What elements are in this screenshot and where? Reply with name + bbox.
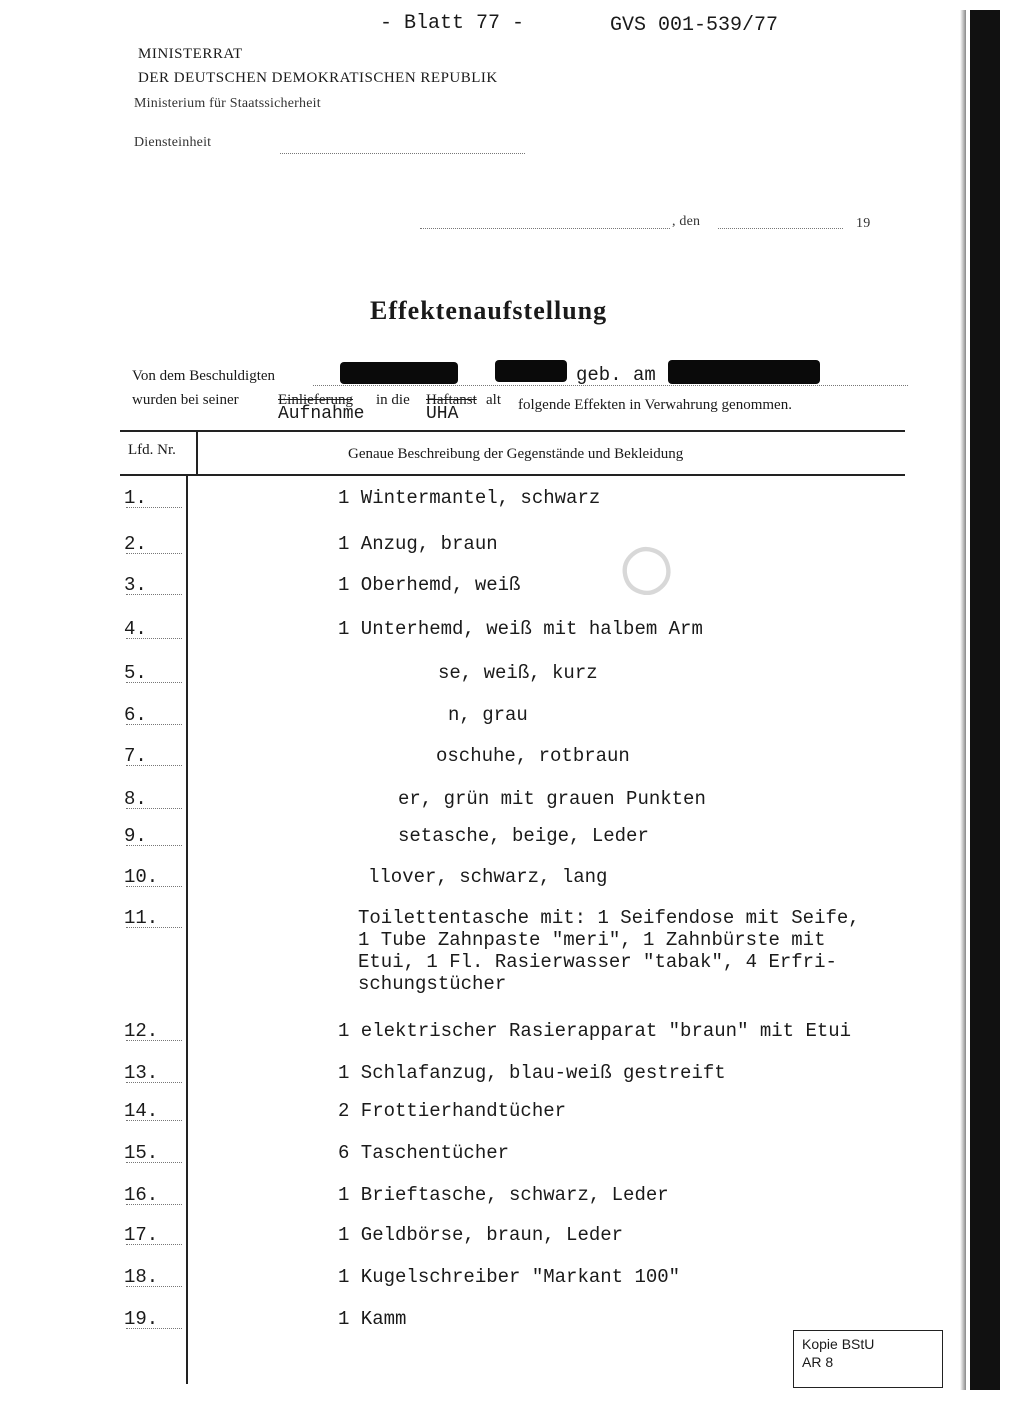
row-number-dotline: [126, 808, 182, 809]
row-number: 5.: [124, 662, 147, 684]
row-number-dotline: [126, 1244, 182, 1245]
row-description: 1 Brieftasche, schwarz, Leder: [338, 1184, 669, 1206]
row-number-dotline: [126, 765, 182, 766]
row-description: 6 Taschentücher: [338, 1142, 510, 1164]
row-number: 4.: [124, 618, 147, 640]
row-description: se, weiß, kurz: [438, 662, 598, 684]
intro-struck-einlieferung: Einlieferung: [278, 392, 353, 408]
unit-label: Diensteinheit: [134, 135, 212, 150]
row-description: 1 Kamm: [338, 1308, 407, 1330]
archive-stamp: [793, 1330, 943, 1388]
row-number-dotline: [126, 553, 182, 554]
row-description: 1 Geldbörse, braun, Leder: [338, 1224, 624, 1246]
stamp-line-2: AR 8: [802, 1354, 834, 1370]
row-description: 1 Wintermantel, schwarz: [338, 487, 601, 509]
ministry-line-3: Ministerium für Staatssicherheit: [134, 96, 321, 111]
row-description: n, grau: [448, 704, 528, 726]
row-description: 1 Oberhemd, weiß: [338, 574, 521, 596]
row-number-dotline: [126, 1204, 182, 1205]
row-number: 15.: [124, 1142, 159, 1164]
intro-rest: folgende Effekten in Verwahrung genommen.: [518, 397, 792, 413]
row-number: 2.: [124, 533, 147, 555]
date-den: , den: [672, 214, 701, 229]
ministry-line-1: MINISTERRAT: [138, 46, 243, 62]
row-number-dotline: [126, 927, 182, 928]
redaction-surname: [495, 360, 567, 382]
row-number: 11.: [124, 907, 159, 929]
date-year: 19: [856, 216, 871, 231]
scan-edge: [970, 10, 1000, 1390]
row-number-dotline: [126, 1040, 182, 1041]
row-description: setasche, beige, Leder: [398, 825, 649, 847]
row-number: 1.: [124, 487, 147, 509]
table-header-rule: [120, 474, 905, 476]
ministry-line-2: DER DEUTSCHEN DEMOKRATISCHEN REPUBLIK: [138, 70, 498, 86]
row-number-dotline: [126, 1286, 182, 1287]
row-description: 1 Schlafanzug, blau-weiß gestreift: [338, 1062, 726, 1084]
row-number-dotline: [126, 507, 182, 508]
col-header-description: Genaue Beschreibung der Gegenstände und Bekleidung: [348, 446, 684, 462]
date-field-line: [718, 228, 843, 229]
intro-typed-aufnahme: Aufnahme: [278, 404, 365, 424]
row-description: er, grün mit grauen Punkten: [398, 788, 706, 810]
row-number-dotline: [126, 886, 182, 887]
table-header-divider: [196, 430, 198, 474]
row-description: 2 Frottierhandtücher: [338, 1100, 567, 1122]
intro-geb: geb. am: [576, 364, 656, 386]
intro-typed-uha: UHA: [426, 404, 459, 424]
scan-edge-shadow: [960, 10, 966, 1390]
table-column-divider: [186, 474, 188, 1384]
stamp-line-1: Kopie BStU: [802, 1336, 875, 1352]
row-number-dotline: [126, 1328, 182, 1329]
row-description: llover, schwarz, lang: [368, 866, 608, 888]
sheet-number: - Blatt 77 -: [380, 12, 525, 35]
row-number-dotline: [126, 638, 182, 639]
row-number: 10.: [124, 866, 159, 888]
intro-alt: alt: [486, 392, 501, 408]
row-number-dotline: [126, 594, 182, 595]
reference-number: GVS 001-539/77: [610, 14, 779, 37]
row-description: 1 Unterhemd, weiß mit halbem Arm: [338, 618, 703, 640]
row-number: 14.: [124, 1100, 159, 1122]
place-field-line: [420, 228, 670, 229]
row-number: 12.: [124, 1020, 159, 1042]
row-number: 19.: [124, 1308, 159, 1330]
row-description: 1 elektrischer Rasierapparat "braun" mit Etui: [338, 1020, 852, 1042]
intro-in-die: in die: [376, 392, 410, 408]
row-number-dotline: [126, 1120, 182, 1121]
row-number-dotline: [126, 845, 182, 846]
row-number-dotline: [126, 724, 182, 725]
row-number: 7.: [124, 745, 147, 767]
row-description: Toilettentasche mit: 1 Seifendose mit Seife, 1 Tube Zahnpaste "meri", 1 Zahnbürste mit Etui, 1 Fl. Rasierwasser "tabak", 4 Erfri- schungstücher: [358, 907, 860, 995]
table-top-rule: [120, 430, 905, 432]
row-number: 6.: [124, 704, 147, 726]
row-number-dotline: [126, 1082, 182, 1083]
row-number: 13.: [124, 1062, 159, 1084]
unit-field-line: [280, 153, 525, 154]
intro-von: Von dem Beschuldigten: [132, 368, 276, 384]
document-title: Effektenaufstellung: [370, 296, 608, 325]
row-description: 1 Kugelschreiber "Markant 100": [338, 1266, 681, 1288]
redaction-name: [340, 362, 458, 384]
col-header-number: Lfd. Nr.: [128, 442, 176, 458]
row-number: 18.: [124, 1266, 159, 1288]
row-number: 16.: [124, 1184, 159, 1206]
row-number: 17.: [124, 1224, 159, 1246]
redaction-birthdate: [668, 360, 820, 384]
row-number: 8.: [124, 788, 147, 810]
row-number-dotline: [126, 1162, 182, 1163]
row-number-dotline: [126, 682, 182, 683]
row-number: 3.: [124, 574, 147, 596]
intro-struck-haftanstalt: Haftanst: [426, 392, 477, 408]
row-description: oschuhe, rotbraun: [436, 745, 630, 767]
row-description: 1 Anzug, braun: [338, 533, 498, 555]
row-number: 9.: [124, 825, 147, 847]
intro-wurden: wurden bei seiner: [132, 392, 239, 408]
